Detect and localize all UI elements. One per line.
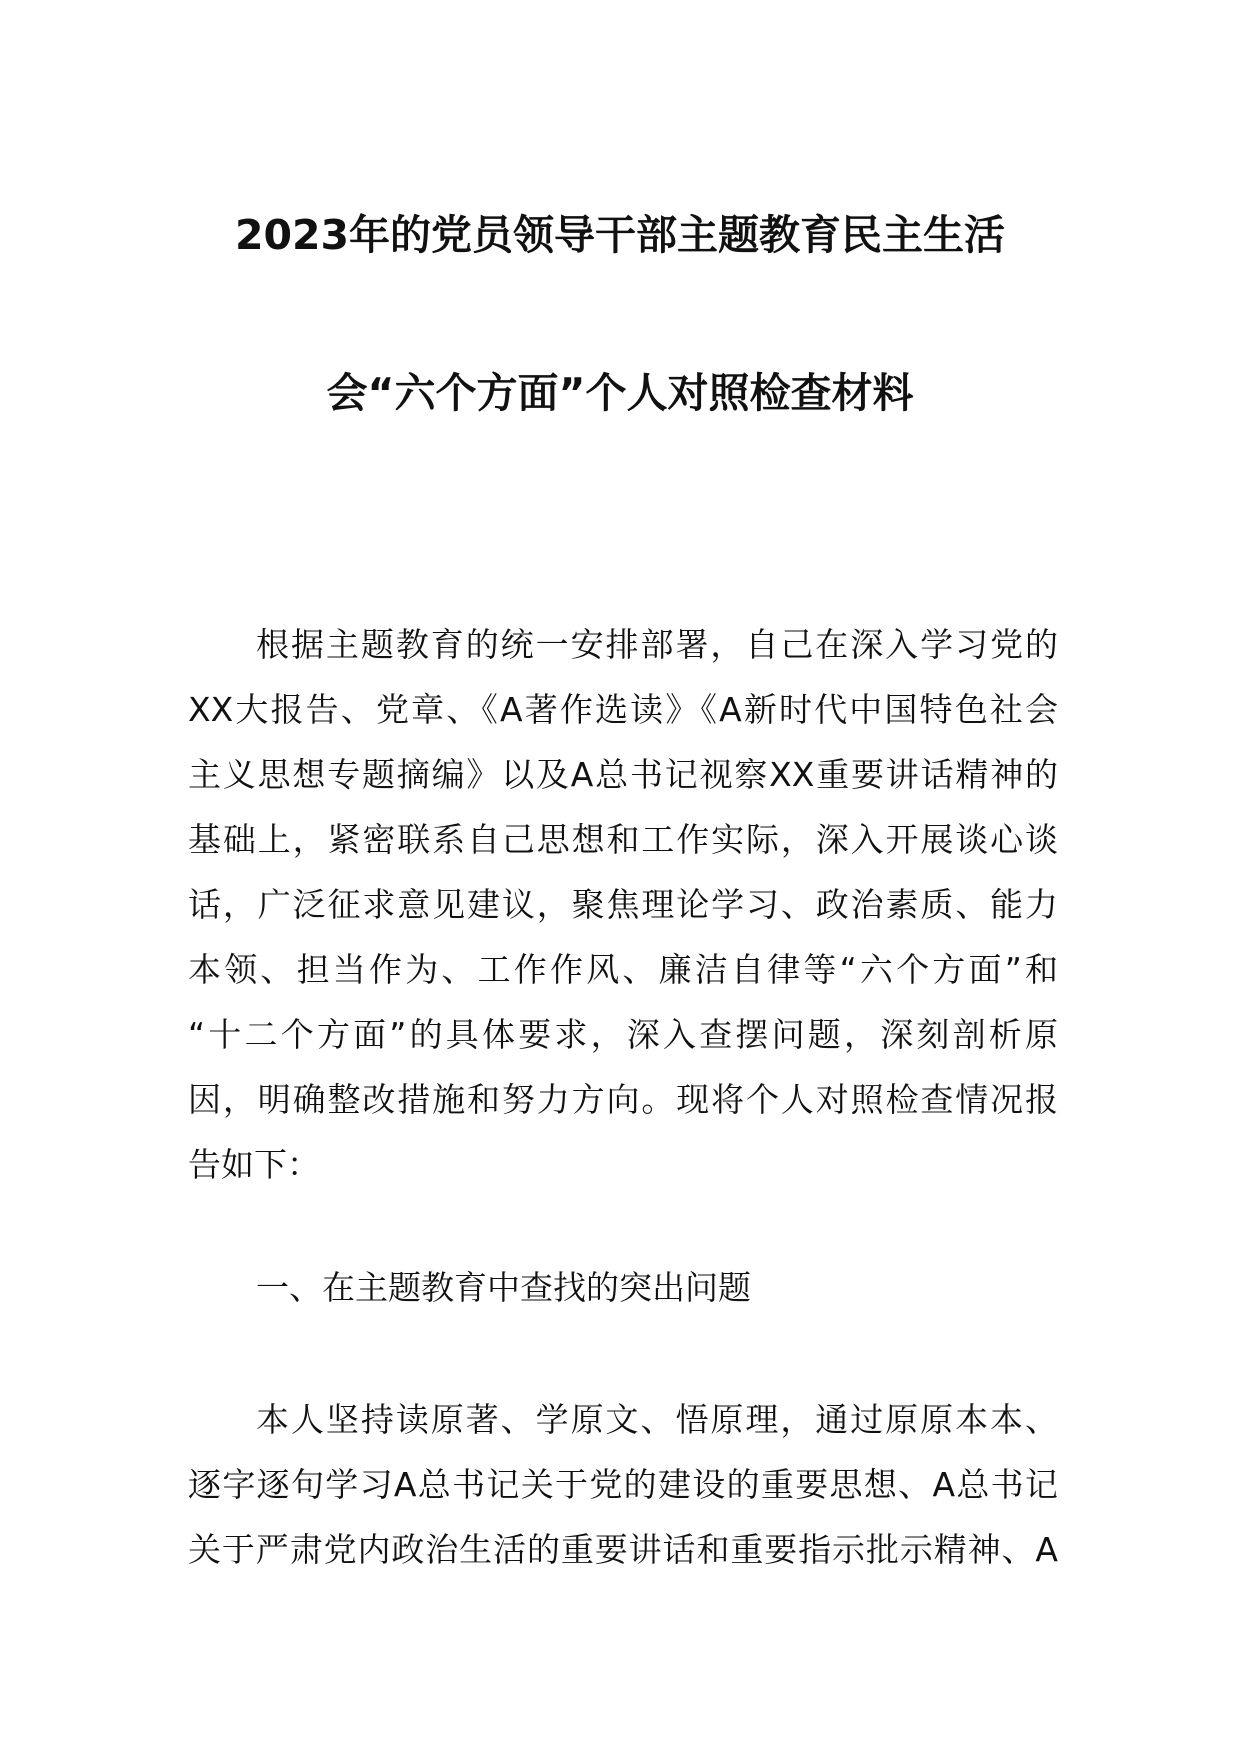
paragraph-line: 根据主题教育的统一安排部署，自己在深入学习党的	[256, 625, 1058, 664]
paragraph-line: 因，明确整改措施和努力方向。现将个人对照检查情况报	[188, 1080, 1058, 1119]
section-heading-text: 一、在主题教育中查找的突出问题	[256, 1268, 751, 1307]
body-paragraph	[188, 1387, 1058, 1582]
paragraph-line: 本领、担当作为、工作作风、廉洁自律等“六个方面”和	[188, 950, 1058, 989]
paragraph-line: 主义思想专题摘编》以及A总书记视察XX重要讲话精神的	[188, 755, 1058, 794]
paragraph-line: “十二个方面”的具体要求，深入查摆问题，深刻剖析原	[188, 1015, 1058, 1054]
paragraph-line: XX大报告、党章、《A著作选读》《A新时代中国特色社会	[188, 690, 1058, 729]
paragraph-line: 关于严肃党内政治生活的重要讲话和重要指示批示精神、A	[188, 1530, 1058, 1569]
paragraph-line: 告如下：	[188, 1145, 320, 1184]
paragraph-line: 逐字逐句学习A总书记关于党的建设的重要思想、A总书记	[188, 1465, 1058, 1504]
paragraph-line: 本人坚持读原著、学原文、悟原理，通过原原本本、	[256, 1400, 1058, 1439]
intro-paragraph	[188, 612, 1058, 1197]
paragraph-line: 话，广泛征求意见建议，聚焦理论学习、政治素质、能力	[188, 885, 1058, 924]
paragraph-line: 基础上，紧密联系自己思想和工作实际，深入开展谈心谈	[188, 820, 1058, 859]
document-title-line-1: 2023年的党员领导干部主题教育民主生活	[234, 211, 1006, 259]
section-heading	[188, 1255, 1058, 1320]
document-title-line-2: 会“六个方面”个人对照检查材料	[326, 369, 914, 417]
